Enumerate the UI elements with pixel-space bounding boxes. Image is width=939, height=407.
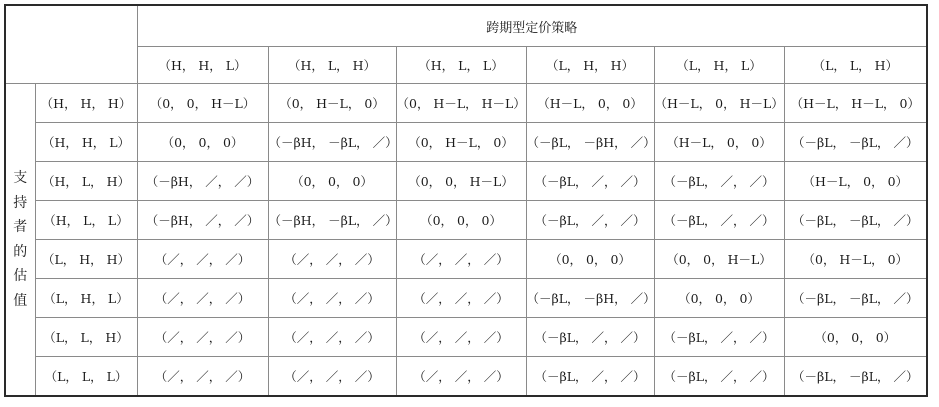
- table-row: [5, 357, 927, 397]
- table-cell: （0， 0， 0）: [268, 162, 396, 201]
- row-header: （H， H， L）: [35, 123, 137, 162]
- table-row: [5, 201, 927, 240]
- table-cell: （／， ／， ／）: [396, 357, 526, 397]
- table-cell: （／， ／， ／）: [137, 357, 268, 397]
- table-cell: （0， H－L， 0）: [396, 123, 526, 162]
- table-cell: （－βL， －βL， ／）: [784, 357, 927, 397]
- table-cell: （－βL， －βL， ／）: [784, 123, 927, 162]
- side-label-char: 支: [13, 170, 28, 186]
- column-header: （H， L， H）: [268, 47, 396, 84]
- table-cell: （－βH， ／， ／）: [137, 201, 268, 240]
- table-cell: （0， 0， 0）: [526, 240, 654, 279]
- table-cell: （－βH， －βL， ／）: [268, 123, 396, 162]
- table-row: [5, 162, 927, 201]
- table-cell: （／， ／， ／）: [268, 240, 396, 279]
- table-cell: （H－L， H－L， 0）: [784, 84, 927, 123]
- table-cell: （－βL， ／， ／）: [654, 357, 784, 397]
- row-header: （L， L， L）: [35, 357, 137, 397]
- table-cell: （0， H－L， H－L）: [396, 84, 526, 123]
- column-header-row: [5, 47, 927, 84]
- table-cell: （－βL， －βL， ／）: [784, 279, 927, 318]
- table-cell: （－βL， －βH， ／）: [526, 123, 654, 162]
- table-cell: （0， 0， H－L）: [137, 84, 268, 123]
- title-row: [5, 5, 927, 47]
- table-cell: （H－L， 0， 0）: [784, 162, 927, 201]
- table-cell: （／， ／， ／）: [268, 279, 396, 318]
- table-title: 跨期型定价策略: [137, 5, 927, 47]
- table-row: [5, 123, 927, 162]
- side-label-char: 估: [13, 268, 28, 284]
- table-cell: （－βH， －βL， ／）: [268, 201, 396, 240]
- table-cell: （H－L， 0， 0）: [526, 84, 654, 123]
- table-cell: （／， ／， ／）: [137, 279, 268, 318]
- row-header: （H， H， H）: [35, 84, 137, 123]
- side-label-char: 值: [13, 292, 28, 309]
- table-cell: （／， ／， ／）: [396, 279, 526, 318]
- table-cell: （－βL， －βH， ／）: [526, 279, 654, 318]
- side-label-char: 者: [13, 219, 28, 235]
- column-header: （H， H， L）: [137, 47, 268, 84]
- table-cell: （／， ／， ／）: [268, 357, 396, 397]
- table-cell: （／， ／， ／）: [137, 240, 268, 279]
- table-cell: （H－L， 0， H－L）: [654, 84, 784, 123]
- table-cell: （H－L， 0， 0）: [654, 123, 784, 162]
- table-row: [5, 84, 927, 123]
- table-cell: （0， 0， 0）: [137, 123, 268, 162]
- row-header: （L， H， H）: [35, 240, 137, 279]
- table-row: [5, 318, 927, 357]
- table-cell: （／， ／， ／）: [268, 318, 396, 357]
- row-header: （H， L， L）: [35, 201, 137, 240]
- table-cell: （0， 0， H－L）: [654, 240, 784, 279]
- column-header: （L， H， H）: [526, 47, 654, 84]
- table-cell: （0， H－L， 0）: [784, 240, 927, 279]
- table-cell: （－βL， ／， ／）: [654, 318, 784, 357]
- payoff-table: [4, 4, 928, 397]
- table-row: [5, 279, 927, 318]
- table-cell: （／， ／， ／）: [137, 318, 268, 357]
- side-label-char: 持: [13, 194, 28, 211]
- table-cell: （－βL， －βL， ／）: [784, 201, 927, 240]
- column-header: （L， H， L）: [654, 47, 784, 84]
- table-cell: （／， ／， ／）: [396, 240, 526, 279]
- table-cell: （－βL， ／， ／）: [654, 162, 784, 201]
- side-label: [5, 84, 35, 397]
- table-cell: （－βL， ／， ／）: [526, 357, 654, 397]
- table-cell: （0， 0， H－L）: [396, 162, 526, 201]
- table-cell: （0， 0， 0）: [396, 201, 526, 240]
- column-header: （H， L， L）: [396, 47, 526, 84]
- table-cell: （－βL， ／， ／）: [654, 201, 784, 240]
- table-row: [5, 240, 927, 279]
- side-label-char: 的: [13, 243, 28, 260]
- corner-cell: [5, 5, 137, 84]
- table-cell: （－βL， ／， ／）: [526, 201, 654, 240]
- table-cell: （0， 0， 0）: [654, 279, 784, 318]
- table-cell: （－βL， ／， ／）: [526, 318, 654, 357]
- table-cell: （0， 0， 0）: [784, 318, 927, 357]
- table-cell: （0， H－L， 0）: [268, 84, 396, 123]
- table-cell: （－βL， ／， ／）: [526, 162, 654, 201]
- column-header: （L， L， H）: [784, 47, 927, 84]
- row-header: （L， H， L）: [35, 279, 137, 318]
- payoff-table-container: [4, 4, 928, 397]
- row-header: （H， L， H）: [35, 162, 137, 201]
- table-cell: （－βH， ／， ／）: [137, 162, 268, 201]
- table-cell: （／， ／， ／）: [396, 318, 526, 357]
- row-header: （L， L， H）: [35, 318, 137, 357]
